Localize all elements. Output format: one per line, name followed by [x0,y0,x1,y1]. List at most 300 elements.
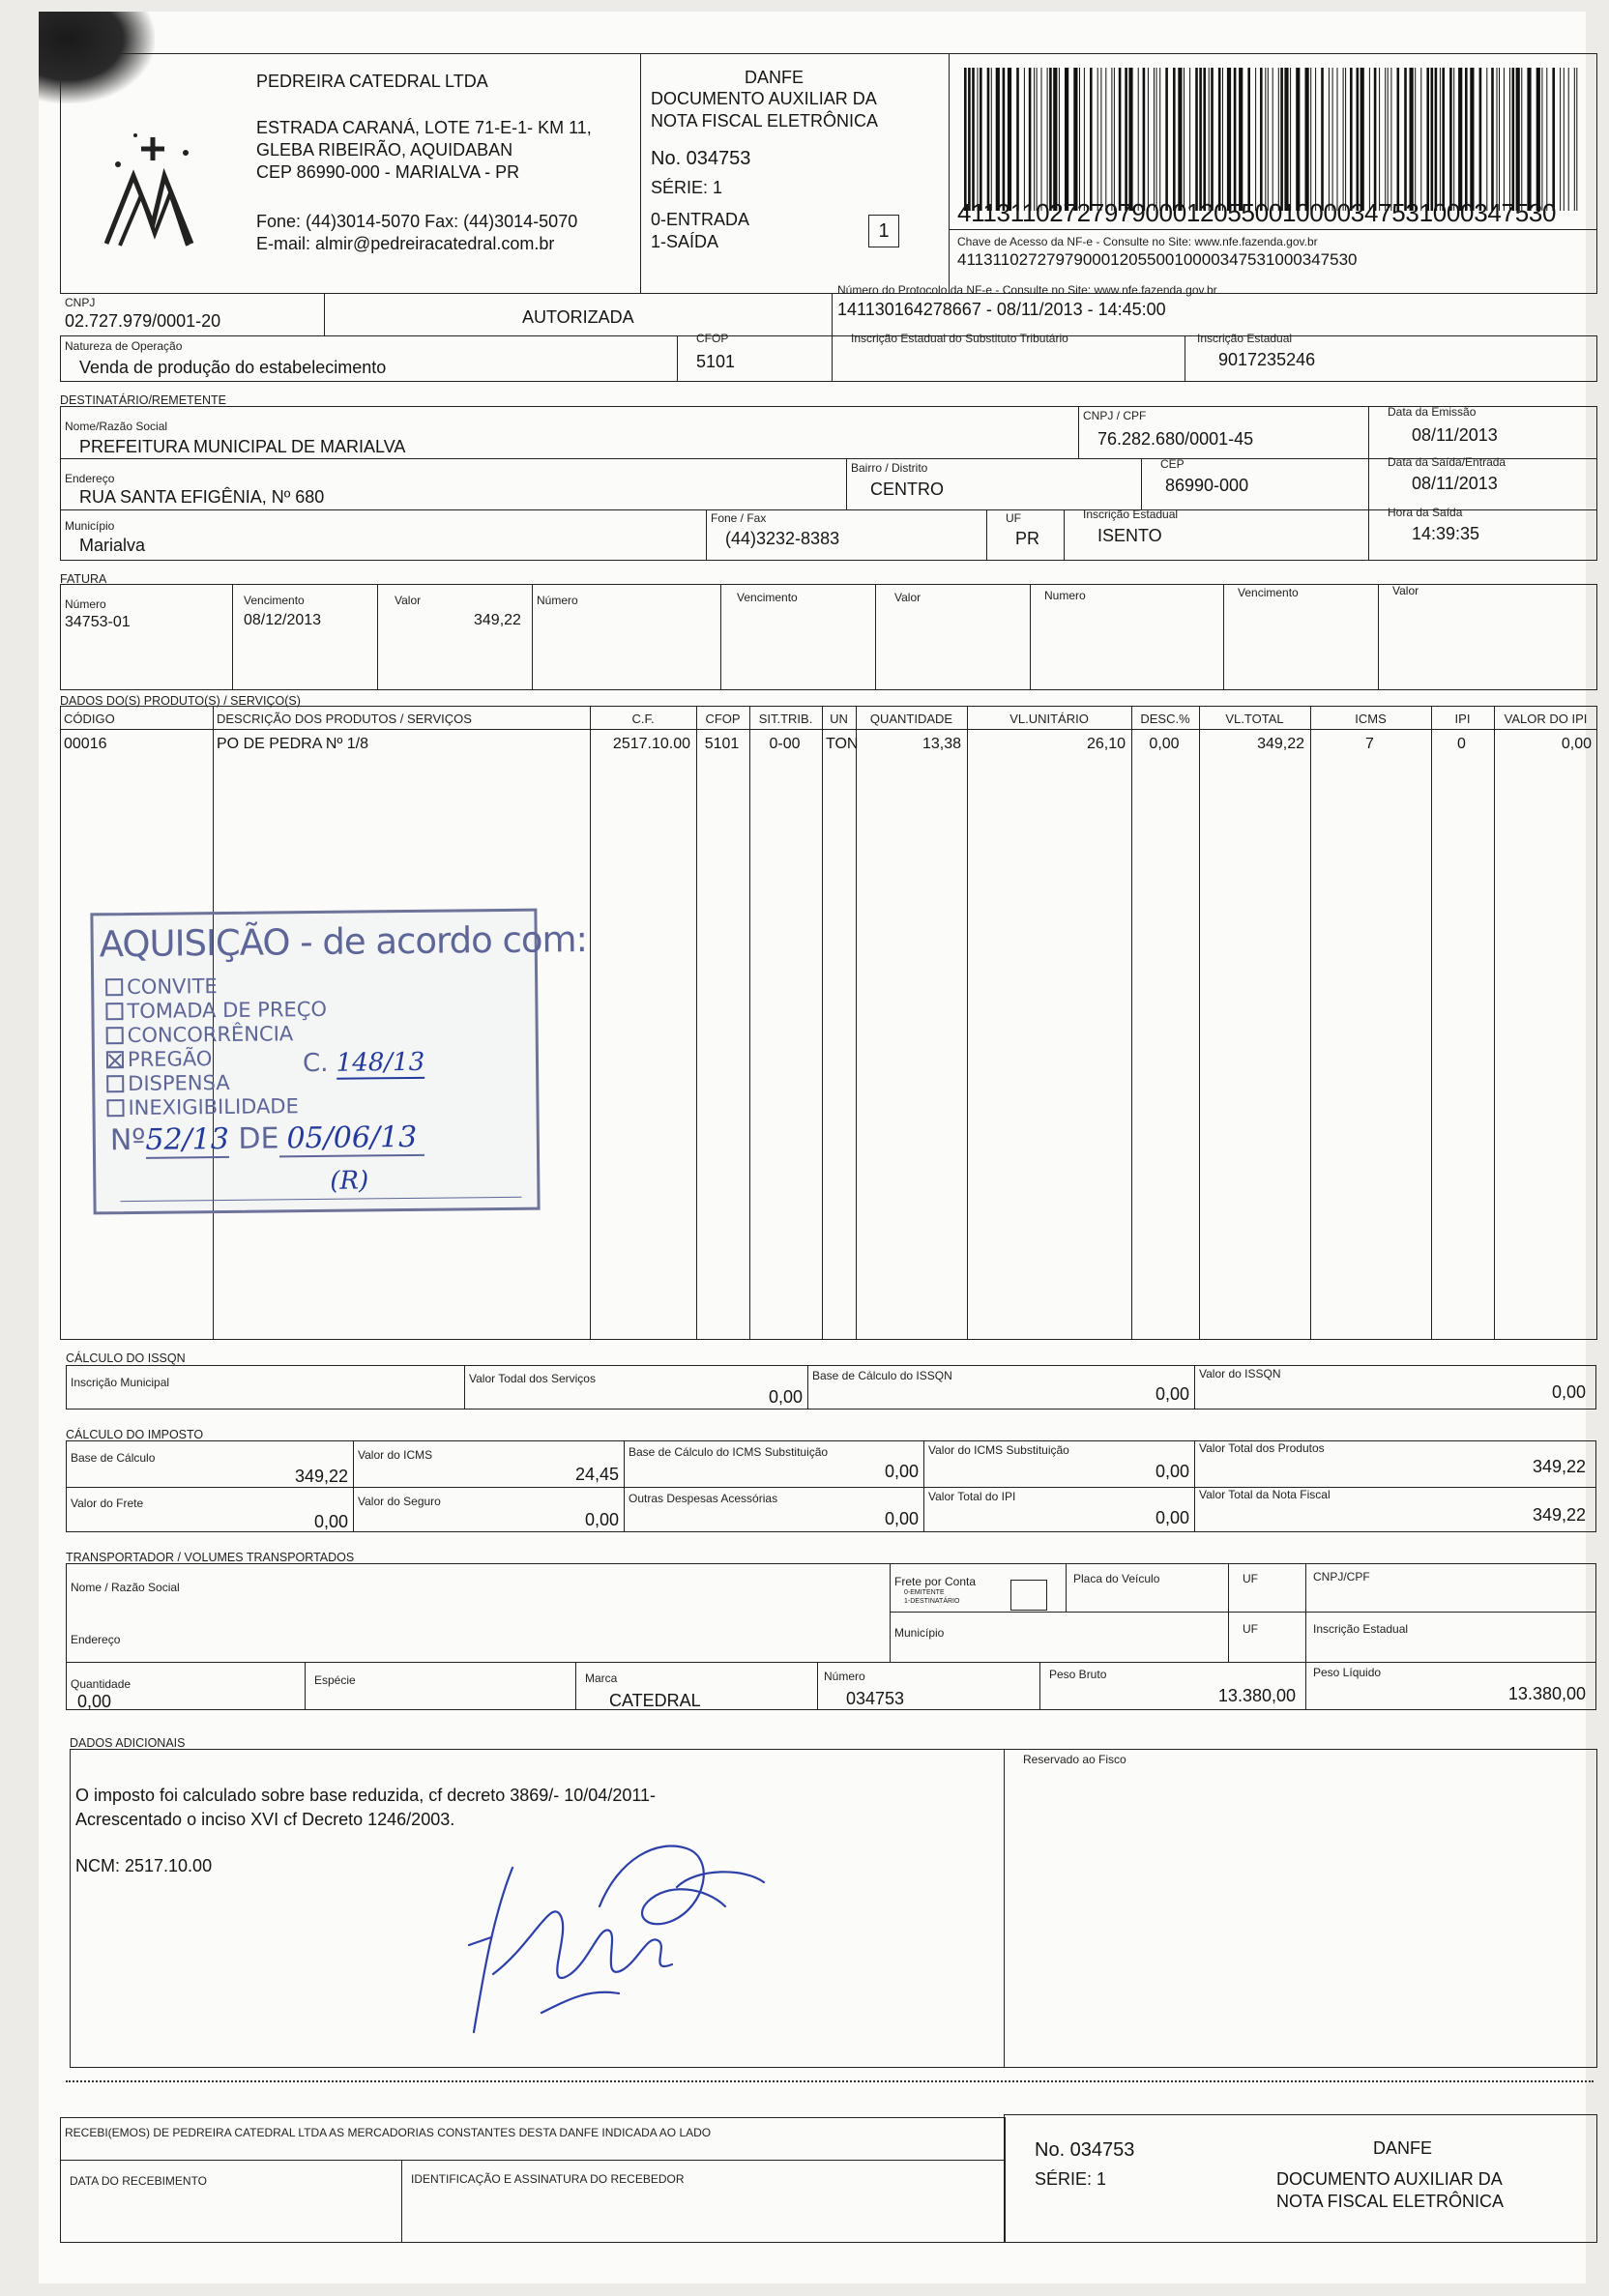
transport-section-title: TRANSPORTADOR / VOLUMES TRANSPORTADOS [66,1551,355,1564]
invoice-number: 34753-01 [65,614,131,630]
issuer-address-2: GLEBA RIBEIRÃO, AQUIDABAN [256,140,513,160]
barcode-bar [1029,68,1032,211]
ncm-code: NCM: 2517.10.00 [75,1856,213,1875]
barcode-bar [987,68,990,211]
municipal-registration-label: Inscrição Municipal [71,1376,170,1389]
barcode-bar [1410,68,1414,211]
products-cell-quantity: 13,38 [922,736,961,752]
products-cell-description: PO DE PEDRA Nº 1/8 [217,736,369,752]
carrier-uf-label: UF [1243,1572,1258,1585]
barcode-bar [1560,68,1561,211]
products-column-divider [1131,706,1132,1340]
barcode-bar [1420,68,1421,211]
freight-responsibility-label: Frete por Conta [894,1575,977,1588]
recipient-phone-label: Fone / Fax [711,511,767,525]
products-header-icms: ICMS [1355,712,1387,726]
barcode-bar [1178,68,1182,211]
barcode-bar [1465,68,1468,211]
barcode-bar [1097,68,1098,211]
barcode-bar [1138,68,1139,211]
barcode-bar [1486,68,1487,211]
tax-section-title: CÁLCULO DO IMPOSTO [66,1428,204,1441]
barcode-bar [1222,68,1223,211]
receipt-date-label: DATA DO RECEBIMENTO [70,2174,208,2188]
barcode-bar [1114,68,1115,211]
barcode-bar [1195,68,1198,211]
barcode-bar [1255,68,1256,211]
icms-value: 24,45 [574,1465,619,1484]
gross-weight-label: Peso Bruto [1049,1668,1107,1681]
barcode-bar [1426,68,1429,211]
receipt-danfe-subtitle-2: NOTA FISCAL ELETRÔNICA [1276,2192,1505,2211]
city: Marialva [79,536,146,555]
barcode-bar [1034,68,1035,211]
services-total-label: Valor Todal dos Serviços [469,1372,596,1385]
quantity-value: 0,00 [77,1692,112,1711]
barcode-bar [1521,68,1522,211]
barcode-bar [1041,68,1042,211]
barcode-bar [1280,68,1283,211]
checkbox-dispensa [106,1075,124,1092]
company-logo [97,118,213,253]
carrier-address-label: Endereço [71,1633,121,1646]
products-header-quantity: QUANTIDADE [869,712,953,726]
products-header-unit: UN [830,712,848,726]
barcode-bar [1239,68,1243,211]
barcode-bar [1265,68,1266,211]
barcode-bar [1499,68,1500,211]
products-column-divider [967,706,968,1340]
barcode-bar [968,68,971,211]
danfe-number: No. 034753 [651,148,751,169]
icms-st-base-label: Base de Cálculo do ICMS Substituição [629,1445,829,1459]
barcode-bar [1284,68,1288,211]
products-column-divider [696,706,697,1340]
freight-option-recipient: 1-DESTINATÁRIO [904,1598,960,1605]
cfop-value: 5101 [696,352,736,371]
barcode-bar [1337,68,1338,211]
barcode-bar [1008,68,1011,211]
stamp-option-pregao: PREGÃO [106,1047,213,1071]
checkbox-pregao-checked [106,1051,124,1068]
barcode-bar [1343,68,1344,211]
recipient-phone: (44)3232-8383 [725,529,840,548]
barcode-bar [1199,68,1202,211]
emission-date: 08/11/2013 [1412,425,1498,445]
emission-date-label: Data da Emissão [1388,405,1477,419]
barcode-bar [1435,68,1438,211]
barcode-bar [1497,68,1498,211]
products-cell-total: 349,22 [1257,736,1304,752]
barcode-bar [1047,68,1048,211]
receiver-id-label: IDENTIFICAÇÃO E ASSINATURA DO RECEBEDOR [411,2172,685,2186]
additional-line-2: Acrescentado o inciso XVI cf Decreto 1246/2003. [75,1810,455,1829]
barcode-bar [1491,68,1494,211]
issuer-name: PEDREIRA CATEDRAL LTDA [256,72,488,91]
cfop-label: CFOP [696,332,729,345]
other-expenses: 0,00 [884,1509,919,1528]
barcode-bar [1059,68,1060,211]
recipient-uf-label: UF [1006,511,1021,525]
carrier-city-label: Município [894,1626,945,1640]
barcode-bar [1512,68,1515,211]
city-label: Município [65,519,115,533]
invoice-total: 349,22 [1532,1505,1586,1525]
barcode-bar [1090,68,1093,211]
products-cell-cf: 2517.10.00 [612,736,690,752]
products-column-divider [590,706,591,1340]
products-header-description: DESCRIÇÃO DOS PRODUTOS / SERVIÇOS [217,712,472,726]
danfe-document [39,12,1592,2283]
barcode-bar [1247,68,1250,211]
barcode-bar [991,68,992,211]
products-column-divider [1199,706,1200,1340]
freight-label: Valor do Frete [71,1497,144,1510]
issqn-value-label: Valor do ISSQN [1199,1367,1281,1381]
stamp-option-dispensa: DISPENSA [106,1071,230,1095]
recipient-section-title: DESTINATÁRIO/REMETENTE [60,393,227,407]
invoice-value-label-3: Valor [1392,584,1419,597]
products-header-cf: C.F. [631,712,655,726]
nature-value: Venda de produção do estabelecimento [79,358,387,377]
barcode-bar [1541,68,1542,211]
barcode-bar [1278,68,1279,211]
danfe-type-value: 1 [878,220,890,242]
products-header-cfop: CFOP [705,712,741,726]
barcode-bar [1189,68,1190,211]
gross-weight: 13.380,00 [1217,1686,1296,1705]
authorization-status: AUTORIZADA [522,307,634,327]
barcode-bar [1310,68,1311,211]
cnpj-label: CNPJ [65,296,96,309]
freight-option-issuer: 0-EMITENTE [904,1589,945,1596]
barcode [962,68,1581,211]
stamp-case: C. 148/13 [302,1047,425,1079]
products-header-sit-trib: SIT.TRIB. [758,712,813,726]
carrier-name-label: Nome / Razão Social [71,1581,180,1594]
barcode-bar [1404,68,1407,211]
receipt-danfe-title: DANFE [1373,2138,1433,2158]
products-header-ipi: IPI [1454,712,1471,726]
barcode-bar [1003,68,1006,211]
invoice-number-label: Número [65,597,106,611]
products-cell-icms: 7 [1365,736,1374,752]
district: CENTRO [870,480,944,499]
barcode-bar [1516,68,1520,211]
volume-number-label: Número [824,1670,865,1683]
products-cell-ipi: 0 [1457,736,1466,752]
access-key: 41131102727979000120550010000347531000347530 [957,250,1358,269]
stamp-initials: (R) [330,1166,369,1196]
barcode-bar [1184,68,1185,211]
recipient-cep-label: CEP [1160,457,1185,471]
services-total: 0,00 [768,1387,803,1407]
barcode-bar [1053,68,1057,211]
issuer-address-3: CEP 86990-000 - MARIALVA - PR [256,162,520,182]
products-header-ipi-value: VALOR DO IPI [1504,712,1588,726]
barcode-bar [978,68,979,211]
barcode-bar [1156,68,1157,211]
products-total: 349,22 [1532,1457,1586,1476]
tax-base-label: Base de Cálculo [71,1451,156,1465]
stamp-number-line: Nº52/13 DE 05/06/13 [110,1120,425,1157]
products-cell-unit: TON [826,736,859,752]
net-weight-label: Peso Líquido [1313,1666,1382,1679]
invoice-number-label-2: Número [537,594,578,607]
barcode-bar [972,68,975,211]
protocol-value: 141130164278667 - 08/11/2013 - 14:45:00 [837,300,1166,319]
barcode-bar [1100,68,1101,211]
recipient-cnpj-label: CNPJ / CPF [1083,409,1147,422]
barcode-bar [1111,68,1112,211]
substitute-ie-label: Inscrição Estadual do Substituto Tributário [851,332,1068,345]
barcode-bar [1388,68,1389,211]
barcode-bar [1234,68,1237,211]
ipi-total-label: Valor Total do IPI [928,1490,1016,1503]
barcode-bar [996,68,1000,211]
products-column-divider [1310,706,1311,1340]
barcode-bar [1073,68,1077,211]
issuer-phone: Fone: (44)3014-5070 Fax: (44)3014-5070 [256,212,578,231]
danfe-title: DANFE [745,68,804,87]
barcode-bar [1536,68,1540,211]
danfe-series: SÉRIE: 1 [651,178,723,197]
barcode-bar [1037,68,1038,211]
recipient-name: PREFEITURA MUNICIPAL DE MARIALVA [79,437,406,456]
barcode-digits: 41131102727979000120550010000347531000347530 [957,198,1557,227]
barcode-bar [1154,68,1155,211]
products-cell-unit-price: 26,10 [1086,736,1126,752]
tax-base: 349,22 [294,1467,348,1486]
exit-time: 14:39:35 [1412,524,1480,543]
additional-section-title: DADOS ADICIONAIS [70,1736,186,1750]
exit-date-label: Data da Saída/Entrada [1388,455,1507,469]
page-tear-shadow [39,12,155,103]
barcode-bar [1128,68,1132,211]
barcode-bar [1315,68,1316,211]
checkbox-inexigibilidade [106,1099,124,1117]
vehicle-plate-label: Placa do Veículo [1073,1572,1160,1585]
products-header-discount: DESC.% [1140,712,1190,726]
products-header-code: CÓDIGO [64,712,115,726]
insurance-label: Valor do Seguro [358,1495,441,1508]
net-weight: 13.380,00 [1507,1684,1586,1703]
danfe-type-box [868,215,899,247]
barcode-bar [1165,68,1168,211]
checkbox-concorrencia [106,1027,124,1044]
stamp-title: AQUISIÇÃO - de acordo com: [99,918,588,966]
barcode-bar [1079,68,1080,211]
additional-line-1: O imposto foi calculado sobre base reduzida, cf decreto 3869/- 10/04/2011- [75,1786,657,1805]
barcode-bar [1143,68,1146,211]
ie-value: 9017235246 [1218,350,1316,369]
recipient-cep: 86990-000 [1165,476,1249,495]
barcode-bar [1369,68,1370,211]
barcode-bar [964,68,967,211]
icms-st-value: 0,00 [1155,1462,1189,1481]
products-column-divider [749,706,750,1340]
invoice-section-title: FATURA [60,572,107,586]
stamp-option-tomada: TOMADA DE PREÇO [105,998,327,1023]
receipt-number: No. 034753 [1035,2139,1135,2161]
recipient-ie: ISENTO [1097,526,1162,545]
barcode-bar [1024,68,1025,211]
invoice-number-label-3: Numero [1044,589,1086,602]
barcode-bar [1385,68,1386,211]
checkbox-convite [105,978,123,996]
barcode-bar [1390,68,1391,211]
invoice-value-label-2: Valor [894,591,922,604]
barcode-bar [1415,68,1416,211]
other-expenses-label: Outras Despesas Acessórias [629,1492,778,1505]
perforation-line [66,2080,1594,2082]
barcode-bar [1479,68,1482,211]
carrier-uf-label-2: UF [1243,1622,1258,1636]
barcode-bar [1345,68,1346,211]
barcode-bar [1125,68,1127,211]
quantity-label: Quantidade [71,1677,132,1691]
barcode-bar [1296,68,1300,211]
barcode-bar [1329,68,1330,211]
invoice-value: 349,22 [474,612,521,628]
recipient-uf: PR [1015,529,1040,548]
products-cell-sit-trib: 0-00 [769,736,801,752]
freight-responsibility-box [1010,1580,1047,1611]
danfe-exit-option: 1-SAÍDA [651,232,719,251]
recipient-name-label: Nome/Razão Social [65,420,168,433]
products-header-unit-price: VL.UNITÁRIO [1009,712,1089,726]
products-column-divider [856,706,857,1340]
products-header-total: VL.TOTAL [1225,712,1284,726]
icms-st-label: Valor do ICMS Substituição [928,1443,1069,1457]
issuer-cnpj: 02.727.979/0001-20 [65,311,221,331]
barcode-bar [1209,68,1210,211]
invoice-due-label-2: Vencimento [737,591,798,604]
issqn-section-title: CÁLCULO DO ISSQN [66,1351,186,1365]
icms-st-base: 0,00 [884,1462,919,1481]
barcode-bar [1084,68,1085,211]
barcode-bar [1470,68,1474,211]
access-key-label: Chave de Acesso da NF-e - Consulte no Site: www.nfe.fazenda.gov.br [957,235,1318,248]
barcode-bar [980,68,982,211]
barcode-bar [1065,68,1068,211]
products-section-title: DADOS DO(S) PRODUTO(S) / SERVIÇO(S) [60,694,301,708]
barcode-bar [1509,68,1510,211]
barcode-bar [1546,68,1547,211]
issqn-base-label: Base de Cálculo do ISSQN [812,1369,952,1382]
products-column-divider [1431,706,1432,1340]
barcode-bar [1105,68,1106,211]
issuer-address-1: ESTRADA CARANÁ, LOTE 71-E-1- KM 11, [256,118,592,137]
nature-label: Natureza de Operação [65,339,183,353]
barcode-bar [1552,68,1555,211]
brand-value: CATEDRAL [609,1691,701,1710]
species-label: Espécie [314,1673,356,1687]
danfe-entry-option: 0-ENTRADA [651,210,750,229]
carrier-ie-label: Inscrição Estadual [1313,1622,1409,1636]
barcode-bar [1574,68,1575,211]
products-total-label: Valor Total dos Produtos [1199,1441,1325,1455]
barcode-bar [1431,68,1434,211]
brand-label: Marca [585,1671,618,1685]
stamp-option-inexigibilidade: INEXIGIBILIDADE [106,1094,299,1119]
recipient-cnpj: 76.282.680/0001-45 [1097,429,1254,449]
invoice-due: 08/12/2013 [244,612,322,628]
barcode-bar [1321,68,1324,211]
barcode-bar [1357,68,1360,211]
receipt-danfe-subtitle-1: DOCUMENTO AUXILIAR DA [1276,2169,1503,2189]
barcode-bar [1290,68,1291,211]
barcode-bar [1360,68,1364,211]
barcode-bar [1453,68,1454,211]
barcode-bar [1211,68,1214,211]
protocol-label: Número do Protocolo da NF-e - Consulte no Site: www.nfe.fazenda.gov.br [837,283,1217,297]
products-cell-ipi-value: 0,00 [1561,736,1592,752]
invoice-total-label: Valor Total da Nota Fiscal [1199,1488,1331,1501]
icms-label: Valor do ICMS [358,1448,433,1462]
barcode-bar [1527,68,1531,211]
stamp-option-concorrencia: CONCORRÊNCIA [106,1022,294,1047]
invoice-value-label: Valor [395,594,422,607]
barcode-bar [1148,68,1149,211]
district-label: Bairro / Distrito [851,461,928,475]
stamp-option-convite: CONVITE [105,974,218,999]
barcode-bar [1449,68,1452,211]
recipient-address-label: Endereço [65,472,115,485]
recipient-ie-label: Inscrição Estadual [1083,508,1179,521]
products-cell-discount: 0,00 [1149,736,1180,752]
exit-date: 08/11/2013 [1412,474,1498,493]
barcode-bar [1374,68,1377,211]
barcode-bar [1218,68,1221,211]
barcode-bar [1203,68,1206,211]
reserved-tax-label: Reservado ao Fisco [1023,1753,1126,1766]
checkbox-tomada [105,1003,123,1020]
barcode-bar [1159,68,1160,211]
carrier-cnpj-label: CNPJ/CPF [1313,1570,1370,1584]
barcode-bar [1440,68,1441,211]
barcode-bar [1016,68,1019,211]
transport-box [66,1563,1596,1710]
barcode-bar [1397,68,1400,211]
ie-label: Inscrição Estadual [1197,332,1293,345]
barcode-bar [1504,68,1505,211]
invoice-due-label-3: Vencimento [1238,586,1299,599]
barcode-bar [1442,68,1445,211]
products-column-divider [822,706,823,1340]
exit-time-label: Hora da Saída [1388,506,1463,519]
insurance-value: 0,00 [584,1510,619,1529]
danfe-subtitle-1: DOCUMENTO AUXILIAR DA [651,89,877,108]
barcode-bar [1379,68,1380,211]
barcode-bar [1564,68,1565,211]
barcode-bar [1350,68,1353,211]
acquisition-stamp [90,909,588,1215]
handwritten-signature [454,1829,783,2051]
barcode-bar [1305,68,1309,211]
barcode-bar [1268,68,1269,211]
products-column-divider [1494,706,1495,1340]
issqn-base: 0,00 [1155,1384,1189,1404]
invoice-due-label: Vencimento [244,594,305,607]
recipient-address: RUA SANTA EFIGÊNIA, Nº 680 [79,487,325,507]
barcode-bar [1576,68,1577,211]
freight-value: 0,00 [313,1512,348,1531]
barcode-bar [1227,68,1231,211]
issuer-email: E-mail: almir@pedreiracatedral.com.br [256,234,555,253]
barcode-bar [1049,68,1052,211]
barcode-bar [1332,68,1333,211]
